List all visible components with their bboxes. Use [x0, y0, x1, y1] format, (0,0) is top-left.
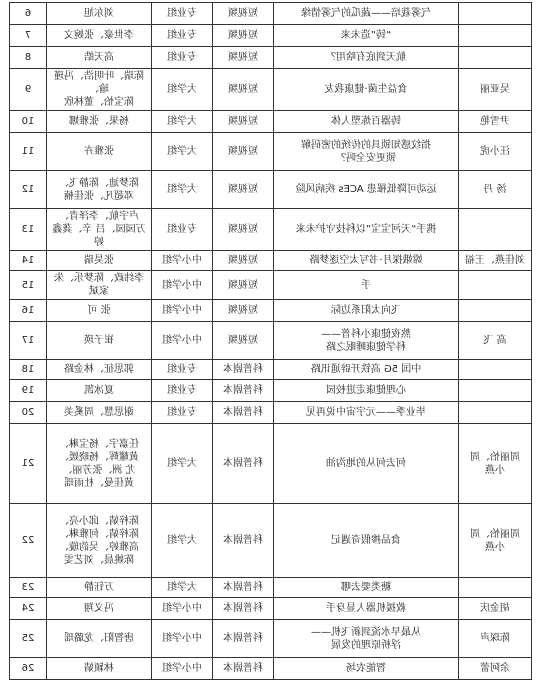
cell-group: 专业组 [152, 360, 213, 380]
cell-group: 中小学组 [152, 322, 213, 360]
cell-group: 中小学组 [152, 620, 213, 658]
cell-no: 17 [10, 322, 47, 360]
cell-author: 冯义翔 [47, 598, 152, 620]
cell-teacher: 尹雪艳 [459, 111, 532, 133]
cell-title: 手 [274, 271, 459, 300]
table-row [10, 402, 532, 424]
table-row [10, 578, 532, 598]
cell-category: 科普剧本 [213, 578, 274, 598]
cell-category: 短视频 [213, 25, 274, 47]
table-row [10, 171, 532, 209]
cell-author: 万钰静 [47, 578, 152, 598]
cell-category: 短视频 [213, 322, 274, 360]
cell-title: 航天到底有啥用？ [274, 47, 459, 69]
cell-no: 14 [10, 251, 47, 271]
cell-category: 短视频 [213, 300, 274, 322]
cell-title: 飞向太阳系边际 [274, 300, 459, 322]
cell-teacher [459, 300, 532, 322]
cell-teacher: 吴亚丽 [459, 69, 532, 111]
cell-title: 铸器百炼塑人体 [274, 111, 459, 133]
cell-teacher [459, 3, 532, 25]
cell-title: 嫦娥探月·书写太空逐梦路 [274, 251, 459, 271]
cell-category: 短视频 [213, 271, 274, 300]
cell-no: 15 [10, 271, 47, 300]
cell-category: 科普剧本 [213, 658, 274, 680]
cell-category: 短视频 [213, 209, 274, 251]
table-row [10, 504, 532, 578]
cell-no: 8 [10, 47, 47, 69]
cell-group: 中小学组 [152, 271, 213, 300]
cell-title: 指纹感知锁具的传统的密码解 锁更安全吗？ [274, 133, 459, 171]
cell-teacher [459, 47, 532, 69]
cell-teacher: 周丽怡、周 小燕 [459, 504, 532, 578]
cell-no: 23 [10, 578, 47, 598]
table-row [10, 271, 532, 300]
cell-group: 中小学组 [152, 251, 213, 271]
award-list-table [9, 2, 532, 680]
cell-title: 食益生菌·健康我友 [274, 69, 459, 111]
cell-author: 张昊瑞 [47, 251, 152, 271]
cell-category: 科普剧本 [213, 402, 274, 424]
table-row [10, 3, 532, 25]
cell-category: 短视频 [213, 171, 274, 209]
cell-teacher: 汪小虎 [459, 133, 532, 171]
table-row [10, 209, 532, 251]
cell-author: 陈梦迪、陈静飞、 邓超凡、张佳楠 [47, 171, 152, 209]
cell-group: 专业组 [152, 3, 213, 25]
cell-teacher [459, 271, 532, 300]
cell-no: 9 [10, 69, 47, 111]
cell-title: 救援机器人显身手 [274, 598, 459, 620]
table-row [10, 300, 532, 322]
cell-author: 谢思慧、周奚美 [47, 402, 152, 424]
cell-no: 24 [10, 598, 47, 620]
cell-title: 智能农场 [274, 658, 459, 680]
table-row [10, 598, 532, 620]
cell-teacher [459, 380, 532, 402]
cell-teacher: 高 飞 [459, 322, 532, 360]
cell-category: 科普剧本 [213, 360, 274, 380]
cell-title: 食品掺假奇遇记 [274, 504, 459, 578]
table-row [10, 424, 532, 504]
cell-group: 中小学组 [152, 300, 213, 322]
cell-no: 20 [10, 402, 47, 424]
cell-author: 高天皓 [47, 47, 152, 69]
cell-title: 气雾栽培——蔬瓜的气雾情缘 [274, 3, 459, 25]
cell-author: 杨果、张雅娜 [47, 111, 152, 133]
cell-group: 大学组 [152, 578, 213, 598]
cell-author: 李世豪、张婉文 [47, 25, 152, 47]
table-body [10, 3, 532, 680]
table-row [10, 620, 532, 658]
table-row [10, 658, 532, 680]
cell-title: 糖类要去哪 [274, 578, 459, 598]
cell-author: 陈瑞、叶明浩、冯瑾瑜、 陈宝怡、董林欣 [47, 69, 152, 111]
cell-author: 卢宇航、李泽青、 万园园、吕 辛、龚鑫婷 [47, 209, 152, 251]
cell-group: 大学组 [152, 424, 213, 504]
cell-title: 心理健康走进校园 [274, 380, 459, 402]
cell-no: 26 [10, 658, 47, 680]
table-row [10, 380, 532, 402]
cell-group: 大学组 [152, 69, 213, 111]
table-row [10, 111, 532, 133]
cell-author: 夏冰凯 [47, 380, 152, 402]
cell-teacher: 汤 丹 [459, 171, 532, 209]
cell-no: 18 [10, 360, 47, 380]
cell-group: 大学组 [152, 111, 213, 133]
cell-no: 25 [10, 620, 47, 658]
cell-author: 林颖婧 [47, 658, 152, 680]
cell-no: 10 [10, 111, 47, 133]
cell-group: 中小学组 [152, 598, 213, 620]
cell-author: 张 可 [47, 300, 152, 322]
cell-category: 科普剧本 [213, 504, 274, 578]
cell-no: 11 [10, 133, 47, 171]
cell-author: 任嘉宇、杨宝琳、 黄耀辉、杨晓媛、 尤 洲、张芳丽、 黄佳曼、杜雨瑶 [47, 424, 152, 504]
cell-author: 崔子瑛 [47, 322, 152, 360]
cell-no: 22 [10, 504, 47, 578]
cell-author: 李纬政、陈梦乐、朱家斌 [47, 271, 152, 300]
cell-no: 21 [10, 424, 47, 504]
table-row [10, 251, 532, 271]
cell-group: 专业组 [152, 380, 213, 402]
cell-teacher [459, 578, 532, 598]
cell-no: 12 [10, 171, 47, 209]
cell-no: 19 [10, 380, 47, 402]
cell-group: 专业组 [152, 47, 213, 69]
cell-category: 科普剧本 [213, 424, 274, 504]
cell-title: 毕业季——元宇宙中说再见 [274, 402, 459, 424]
cell-teacher [459, 209, 532, 251]
cell-teacher: 周丽怡、周 小燕 [459, 424, 532, 504]
cell-teacher: 陈琛声 [459, 620, 532, 658]
cell-teacher [459, 25, 532, 47]
cell-no: 16 [10, 300, 47, 322]
cell-title: 何去何从的地沟油 [274, 424, 459, 504]
cell-teacher: 胡金庆 [459, 598, 532, 620]
cell-no: 6 [10, 3, 47, 25]
cell-title: 运动可降低罹患 ACEs 疾病风险 [274, 171, 459, 209]
table-row [10, 69, 532, 111]
cell-no: 7 [10, 25, 47, 47]
cell-teacher [459, 360, 532, 380]
cell-group: 大学组 [152, 133, 213, 171]
cell-no: 13 [10, 209, 47, 251]
cell-category: 短视频 [213, 69, 274, 111]
cell-author: 陈梓婧、邱小亮、 陈梓婧、何雅琳、 高雅婷、吴韵璇、 陈姚晨、刘艺雯 [47, 504, 152, 578]
cell-group: 大学组 [152, 171, 213, 209]
table-row [10, 133, 532, 171]
cell-title: 熬夜健康小科普—— 科学健康睡眠之路 [274, 322, 459, 360]
cell-author: 刘东旭 [47, 3, 152, 25]
cell-category: 短视频 [213, 3, 274, 25]
cell-category: 短视频 [213, 251, 274, 271]
cell-teacher [459, 402, 532, 424]
cell-group: 专业组 [152, 25, 213, 47]
cell-title: “铸”造未来 [274, 25, 459, 47]
cell-category: 短视频 [213, 111, 274, 133]
cell-category: 科普剧本 [213, 598, 274, 620]
table-row [10, 47, 532, 69]
table-row [10, 25, 532, 47]
table-row [10, 360, 532, 380]
cell-group: 专业组 [152, 209, 213, 251]
cell-category: 短视频 [213, 133, 274, 171]
cell-title: 携手“天河宝宝”以科技守护未来 [274, 209, 459, 251]
cell-group: 专业组 [152, 402, 213, 424]
cell-category: 科普剧本 [213, 620, 274, 658]
cell-title: 从最早水流到新飞机—— 浮桥原理的发展 [274, 620, 459, 658]
cell-category: 科普剧本 [213, 380, 274, 402]
cell-title: 中国 5G 高铁开辟通讯路 [274, 360, 459, 380]
cell-group: 中小学组 [152, 658, 213, 680]
cell-author: 唐智阳、龙璐瑶 [47, 620, 152, 658]
cell-author: 郭思征、林金路 [47, 360, 152, 380]
cell-teacher: 余阿蕾 [459, 658, 532, 680]
cell-teacher: 刘佳燕、王福 [459, 251, 532, 271]
cell-author: 张雅卉 [47, 133, 152, 171]
table-row [10, 322, 532, 360]
cell-category: 短视频 [213, 47, 274, 69]
cell-group: 大学组 [152, 504, 213, 578]
